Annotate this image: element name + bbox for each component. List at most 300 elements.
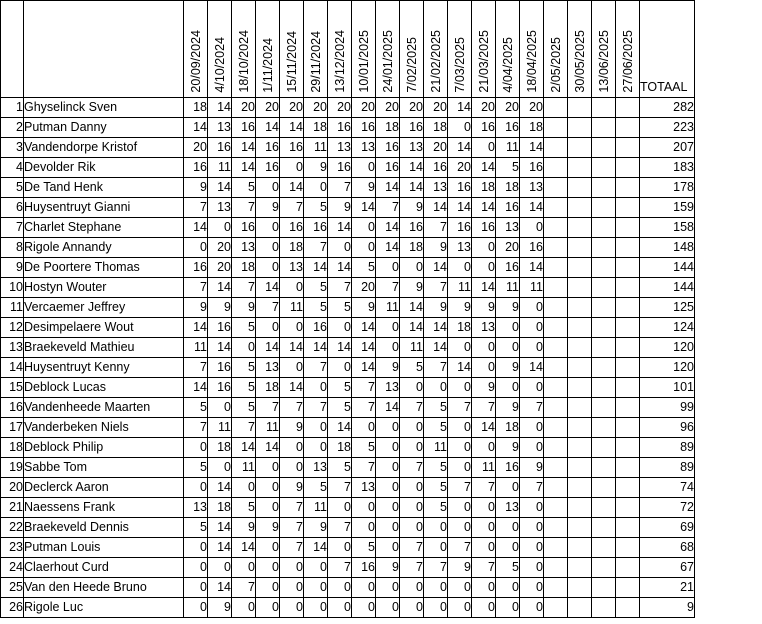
- score-cell[interactable]: [616, 218, 640, 238]
- score-cell[interactable]: 16: [352, 558, 376, 578]
- score-cell[interactable]: [568, 478, 592, 498]
- score-cell[interactable]: 0: [280, 158, 304, 178]
- score-cell[interactable]: 18: [400, 238, 424, 258]
- player-name-cell[interactable]: De Tand Henk: [24, 178, 184, 198]
- rank-cell[interactable]: 26: [1, 598, 24, 618]
- score-cell[interactable]: [616, 478, 640, 498]
- score-cell[interactable]: 0: [520, 538, 544, 558]
- score-cell[interactable]: 20: [304, 98, 328, 118]
- score-cell[interactable]: 0: [448, 118, 472, 138]
- score-cell[interactable]: 0: [232, 338, 256, 358]
- score-cell[interactable]: [592, 558, 616, 578]
- score-cell[interactable]: [592, 178, 616, 198]
- score-cell[interactable]: 0: [304, 418, 328, 438]
- score-cell[interactable]: 16: [208, 358, 232, 378]
- rank-cell[interactable]: 15: [1, 378, 24, 398]
- score-cell[interactable]: 14: [304, 538, 328, 558]
- score-cell[interactable]: 14: [208, 178, 232, 198]
- table-row[interactable]: [1, 518, 695, 538]
- score-cell[interactable]: 13: [328, 138, 352, 158]
- score-cell[interactable]: [592, 438, 616, 458]
- score-cell[interactable]: [592, 238, 616, 258]
- score-cell[interactable]: 5: [496, 558, 520, 578]
- player-name-cell[interactable]: De Poortere Thomas: [24, 258, 184, 278]
- score-cell[interactable]: [568, 538, 592, 558]
- score-cell[interactable]: 16: [472, 218, 496, 238]
- player-name-cell[interactable]: Deblock Philip: [24, 438, 184, 458]
- score-cell[interactable]: [544, 198, 568, 218]
- score-cell[interactable]: [616, 278, 640, 298]
- total-cell[interactable]: 282: [640, 98, 695, 118]
- score-cell[interactable]: 0: [448, 578, 472, 598]
- score-cell[interactable]: 7: [328, 178, 352, 198]
- total-cell[interactable]: 144: [640, 278, 695, 298]
- total-cell[interactable]: 74: [640, 478, 695, 498]
- rank-cell[interactable]: 13: [1, 338, 24, 358]
- score-cell[interactable]: 7: [328, 278, 352, 298]
- score-cell[interactable]: 14: [304, 338, 328, 358]
- rank-cell[interactable]: 17: [1, 418, 24, 438]
- score-cell[interactable]: 0: [208, 458, 232, 478]
- score-cell[interactable]: 16: [328, 158, 352, 178]
- score-cell[interactable]: 0: [520, 558, 544, 578]
- score-cell[interactable]: [544, 298, 568, 318]
- date-column-header[interactable]: [184, 1, 208, 98]
- score-cell[interactable]: 0: [520, 298, 544, 318]
- score-cell[interactable]: 0: [376, 518, 400, 538]
- score-cell[interactable]: 11: [256, 418, 280, 438]
- total-cell[interactable]: 9: [640, 598, 695, 618]
- table-row[interactable]: [1, 418, 695, 438]
- score-cell[interactable]: 11: [280, 298, 304, 318]
- score-cell[interactable]: [568, 198, 592, 218]
- player-name-cell[interactable]: Vandenheede Maarten: [24, 398, 184, 418]
- rank-cell[interactable]: 10: [1, 278, 24, 298]
- date-column-header[interactable]: [448, 1, 472, 98]
- score-cell[interactable]: 16: [232, 218, 256, 238]
- score-cell[interactable]: 14: [232, 138, 256, 158]
- score-cell[interactable]: [568, 598, 592, 618]
- player-name-cell[interactable]: Claerhout Curd: [24, 558, 184, 578]
- score-cell[interactable]: 0: [352, 218, 376, 238]
- score-cell[interactable]: 7: [280, 498, 304, 518]
- player-name-cell[interactable]: Vandendorpe Kristof: [24, 138, 184, 158]
- score-cell[interactable]: 14: [376, 238, 400, 258]
- score-cell[interactable]: 0: [376, 538, 400, 558]
- score-cell[interactable]: 0: [400, 578, 424, 598]
- score-cell[interactable]: [544, 498, 568, 518]
- score-cell[interactable]: [592, 498, 616, 518]
- score-cell[interactable]: 16: [352, 118, 376, 138]
- total-cell[interactable]: 89: [640, 458, 695, 478]
- score-cell[interactable]: [568, 518, 592, 538]
- score-cell[interactable]: 0: [256, 218, 280, 238]
- score-cell[interactable]: 14: [400, 298, 424, 318]
- score-cell[interactable]: 7: [232, 278, 256, 298]
- score-cell[interactable]: 14: [184, 118, 208, 138]
- score-cell[interactable]: 0: [376, 578, 400, 598]
- score-cell[interactable]: 7: [256, 398, 280, 418]
- score-cell[interactable]: 13: [400, 138, 424, 158]
- score-cell[interactable]: 0: [280, 438, 304, 458]
- score-cell[interactable]: 0: [256, 238, 280, 258]
- rank-cell[interactable]: 23: [1, 538, 24, 558]
- rank-cell[interactable]: 22: [1, 518, 24, 538]
- score-cell[interactable]: 0: [424, 378, 448, 398]
- score-cell[interactable]: 18: [232, 258, 256, 278]
- table-row[interactable]: [1, 538, 695, 558]
- score-cell[interactable]: 7: [352, 458, 376, 478]
- score-cell[interactable]: 16: [208, 138, 232, 158]
- score-cell[interactable]: 0: [520, 338, 544, 358]
- score-cell[interactable]: [568, 138, 592, 158]
- score-cell[interactable]: [616, 358, 640, 378]
- score-cell[interactable]: [616, 198, 640, 218]
- score-cell[interactable]: 13: [496, 498, 520, 518]
- date-column-header[interactable]: [208, 1, 232, 98]
- score-cell[interactable]: 5: [232, 398, 256, 418]
- score-cell[interactable]: [616, 558, 640, 578]
- score-cell[interactable]: 0: [376, 598, 400, 618]
- score-cell[interactable]: [544, 598, 568, 618]
- score-cell[interactable]: 0: [184, 538, 208, 558]
- score-cell[interactable]: [592, 338, 616, 358]
- score-cell[interactable]: 0: [400, 378, 424, 398]
- score-cell[interactable]: 16: [208, 378, 232, 398]
- score-cell[interactable]: 14: [472, 158, 496, 178]
- score-cell[interactable]: 18: [184, 98, 208, 118]
- score-cell[interactable]: 16: [496, 198, 520, 218]
- score-cell[interactable]: 9: [424, 298, 448, 318]
- player-name-cell[interactable]: Hostyn Wouter: [24, 278, 184, 298]
- score-cell[interactable]: 0: [328, 358, 352, 378]
- score-cell[interactable]: 0: [328, 238, 352, 258]
- score-cell[interactable]: 14: [472, 418, 496, 438]
- score-cell[interactable]: 7: [400, 538, 424, 558]
- score-cell[interactable]: 14: [208, 278, 232, 298]
- score-cell[interactable]: [592, 278, 616, 298]
- score-cell[interactable]: 16: [256, 158, 280, 178]
- table-row[interactable]: [1, 378, 695, 398]
- score-cell[interactable]: [592, 118, 616, 138]
- score-cell[interactable]: 0: [448, 438, 472, 458]
- score-cell[interactable]: 16: [424, 158, 448, 178]
- score-cell[interactable]: 13: [280, 258, 304, 278]
- score-cell[interactable]: 0: [400, 418, 424, 438]
- score-cell[interactable]: 16: [328, 118, 352, 138]
- score-cell[interactable]: 7: [400, 458, 424, 478]
- score-cell[interactable]: [592, 158, 616, 178]
- table-row[interactable]: [1, 398, 695, 418]
- score-cell[interactable]: 13: [352, 138, 376, 158]
- score-cell[interactable]: 9: [472, 298, 496, 318]
- player-name-cell[interactable]: Rigole Luc: [24, 598, 184, 618]
- score-cell[interactable]: 14: [448, 138, 472, 158]
- rank-cell[interactable]: 7: [1, 218, 24, 238]
- date-column-header[interactable]: [280, 1, 304, 98]
- score-cell[interactable]: [544, 178, 568, 198]
- score-cell[interactable]: 9: [328, 198, 352, 218]
- date-column-header[interactable]: [544, 1, 568, 98]
- date-column-header[interactable]: [616, 1, 640, 98]
- score-cell[interactable]: [544, 278, 568, 298]
- score-cell[interactable]: 7: [472, 398, 496, 418]
- score-cell[interactable]: [616, 158, 640, 178]
- score-cell[interactable]: 0: [424, 518, 448, 538]
- score-cell[interactable]: 0: [448, 418, 472, 438]
- date-column-header[interactable]: [328, 1, 352, 98]
- score-cell[interactable]: 5: [496, 158, 520, 178]
- score-cell[interactable]: 14: [208, 578, 232, 598]
- score-cell[interactable]: 0: [280, 578, 304, 598]
- score-cell[interactable]: [616, 238, 640, 258]
- table-row[interactable]: [1, 498, 695, 518]
- score-cell[interactable]: 0: [472, 258, 496, 278]
- score-cell[interactable]: 0: [208, 398, 232, 418]
- score-cell[interactable]: 14: [448, 198, 472, 218]
- score-cell[interactable]: 0: [400, 478, 424, 498]
- score-cell[interactable]: 0: [496, 538, 520, 558]
- score-cell[interactable]: 0: [256, 498, 280, 518]
- score-cell[interactable]: 0: [304, 378, 328, 398]
- total-cell[interactable]: 207: [640, 138, 695, 158]
- rank-cell[interactable]: 20: [1, 478, 24, 498]
- date-column-header[interactable]: [520, 1, 544, 98]
- rank-cell[interactable]: 18: [1, 438, 24, 458]
- date-column-header[interactable]: [352, 1, 376, 98]
- rank-cell[interactable]: 5: [1, 178, 24, 198]
- score-cell[interactable]: 20: [280, 98, 304, 118]
- score-cell[interactable]: 0: [280, 458, 304, 478]
- score-cell[interactable]: 9: [400, 198, 424, 218]
- score-cell[interactable]: 5: [328, 298, 352, 318]
- table-row[interactable]: [1, 178, 695, 198]
- table-row[interactable]: [1, 338, 695, 358]
- score-cell[interactable]: 11: [208, 418, 232, 438]
- player-name-cell[interactable]: Devolder Rik: [24, 158, 184, 178]
- score-cell[interactable]: 7: [328, 558, 352, 578]
- score-cell[interactable]: 18: [424, 118, 448, 138]
- table-row[interactable]: [1, 298, 695, 318]
- score-cell[interactable]: 16: [280, 218, 304, 238]
- total-cell[interactable]: 96: [640, 418, 695, 438]
- table-row[interactable]: [1, 258, 695, 278]
- score-cell[interactable]: 0: [352, 238, 376, 258]
- score-cell[interactable]: 9: [184, 178, 208, 198]
- score-cell[interactable]: 7: [328, 518, 352, 538]
- score-cell[interactable]: 7: [184, 198, 208, 218]
- score-cell[interactable]: 5: [232, 318, 256, 338]
- score-cell[interactable]: 14: [424, 338, 448, 358]
- player-name-cell[interactable]: Desimpelaere Wout: [24, 318, 184, 338]
- table-row[interactable]: [1, 578, 695, 598]
- score-cell[interactable]: [544, 98, 568, 118]
- score-cell[interactable]: [544, 578, 568, 598]
- score-cell[interactable]: 7: [280, 198, 304, 218]
- score-cell[interactable]: 13: [424, 178, 448, 198]
- score-cell[interactable]: 0: [472, 498, 496, 518]
- score-cell[interactable]: [568, 98, 592, 118]
- rank-cell[interactable]: 21: [1, 498, 24, 518]
- score-cell[interactable]: 11: [304, 498, 328, 518]
- score-cell[interactable]: [616, 398, 640, 418]
- date-column-header[interactable]: [496, 1, 520, 98]
- score-cell[interactable]: [544, 338, 568, 358]
- score-cell[interactable]: [568, 278, 592, 298]
- score-cell[interactable]: 7: [400, 398, 424, 418]
- score-cell[interactable]: 18: [256, 378, 280, 398]
- score-cell[interactable]: 14: [400, 318, 424, 338]
- score-cell[interactable]: 7: [184, 278, 208, 298]
- score-cell[interactable]: 5: [304, 298, 328, 318]
- score-cell[interactable]: [568, 438, 592, 458]
- score-cell[interactable]: 14: [280, 178, 304, 198]
- total-cell[interactable]: 124: [640, 318, 695, 338]
- score-cell[interactable]: 9: [520, 458, 544, 478]
- date-column-header[interactable]: [424, 1, 448, 98]
- table-row[interactable]: [1, 598, 695, 618]
- score-cell[interactable]: 0: [376, 338, 400, 358]
- score-cell[interactable]: 7: [400, 558, 424, 578]
- score-cell[interactable]: [616, 318, 640, 338]
- score-cell[interactable]: [544, 138, 568, 158]
- date-column-header[interactable]: [568, 1, 592, 98]
- score-cell[interactable]: 7: [280, 398, 304, 418]
- score-cell[interactable]: 18: [520, 118, 544, 138]
- score-cell[interactable]: [616, 138, 640, 158]
- rank-cell[interactable]: 3: [1, 138, 24, 158]
- score-cell[interactable]: [568, 458, 592, 478]
- score-cell[interactable]: 14: [328, 418, 352, 438]
- score-cell[interactable]: 9: [424, 238, 448, 258]
- score-cell[interactable]: 0: [256, 258, 280, 278]
- score-cell[interactable]: [544, 158, 568, 178]
- total-cell[interactable]: 72: [640, 498, 695, 518]
- score-cell[interactable]: 20: [352, 278, 376, 298]
- score-cell[interactable]: 14: [352, 198, 376, 218]
- score-cell[interactable]: 14: [352, 358, 376, 378]
- score-cell[interactable]: 7: [424, 218, 448, 238]
- table-row[interactable]: [1, 218, 695, 238]
- score-cell[interactable]: 11: [304, 138, 328, 158]
- score-cell[interactable]: [592, 318, 616, 338]
- score-cell[interactable]: 0: [232, 478, 256, 498]
- score-cell[interactable]: 20: [400, 98, 424, 118]
- score-cell[interactable]: 16: [232, 118, 256, 138]
- score-cell[interactable]: 16: [520, 238, 544, 258]
- score-cell[interactable]: 9: [352, 298, 376, 318]
- total-cell[interactable]: 120: [640, 358, 695, 378]
- score-cell[interactable]: [616, 498, 640, 518]
- score-cell[interactable]: 5: [304, 198, 328, 218]
- player-name-cell[interactable]: Charlet Stephane: [24, 218, 184, 238]
- score-cell[interactable]: 0: [256, 578, 280, 598]
- score-cell[interactable]: 0: [328, 538, 352, 558]
- score-cell[interactable]: 11: [400, 338, 424, 358]
- score-cell[interactable]: [568, 378, 592, 398]
- score-cell[interactable]: 0: [304, 558, 328, 578]
- score-cell[interactable]: 0: [184, 598, 208, 618]
- score-cell[interactable]: [568, 298, 592, 318]
- score-cell[interactable]: 0: [376, 418, 400, 438]
- score-cell[interactable]: 0: [448, 498, 472, 518]
- score-cell[interactable]: 11: [424, 438, 448, 458]
- score-cell[interactable]: 0: [400, 498, 424, 518]
- score-cell[interactable]: 14: [424, 258, 448, 278]
- score-cell[interactable]: 20: [232, 98, 256, 118]
- score-cell[interactable]: 5: [328, 378, 352, 398]
- score-cell[interactable]: 14: [520, 358, 544, 378]
- score-cell[interactable]: [544, 238, 568, 258]
- score-cell[interactable]: 14: [232, 438, 256, 458]
- score-cell[interactable]: 0: [304, 438, 328, 458]
- score-cell[interactable]: 20: [328, 98, 352, 118]
- score-cell[interactable]: 0: [400, 438, 424, 458]
- score-cell[interactable]: 13: [520, 178, 544, 198]
- score-cell[interactable]: 0: [352, 578, 376, 598]
- score-cell[interactable]: 0: [496, 598, 520, 618]
- score-cell[interactable]: 0: [448, 598, 472, 618]
- player-name-cell[interactable]: Declerck Aaron: [24, 478, 184, 498]
- score-cell[interactable]: 0: [520, 218, 544, 238]
- score-cell[interactable]: 16: [496, 458, 520, 478]
- score-cell[interactable]: 0: [376, 498, 400, 518]
- score-cell[interactable]: 14: [400, 158, 424, 178]
- total-cell[interactable]: 144: [640, 258, 695, 278]
- score-cell[interactable]: 20: [184, 138, 208, 158]
- table-row[interactable]: [1, 458, 695, 478]
- score-cell[interactable]: [544, 478, 568, 498]
- score-cell[interactable]: 18: [448, 318, 472, 338]
- score-cell[interactable]: 9: [352, 178, 376, 198]
- score-cell[interactable]: [592, 478, 616, 498]
- player-name-cell[interactable]: Braekeveld Mathieu: [24, 338, 184, 358]
- score-cell[interactable]: [544, 438, 568, 458]
- score-cell[interactable]: 20: [424, 138, 448, 158]
- score-cell[interactable]: 0: [448, 458, 472, 478]
- score-cell[interactable]: 14: [520, 198, 544, 218]
- score-cell[interactable]: [592, 598, 616, 618]
- score-cell[interactable]: 7: [424, 558, 448, 578]
- score-cell[interactable]: 9: [304, 158, 328, 178]
- score-cell[interactable]: 20: [376, 98, 400, 118]
- score-cell[interactable]: 7: [520, 398, 544, 418]
- score-cell[interactable]: 14: [208, 98, 232, 118]
- score-cell[interactable]: 0: [472, 438, 496, 458]
- score-cell[interactable]: 0: [376, 318, 400, 338]
- score-cell[interactable]: 9: [208, 298, 232, 318]
- table-row[interactable]: [1, 158, 695, 178]
- score-cell[interactable]: 20: [496, 238, 520, 258]
- score-cell[interactable]: 0: [352, 498, 376, 518]
- score-cell[interactable]: [568, 398, 592, 418]
- rank-cell[interactable]: 8: [1, 238, 24, 258]
- score-cell[interactable]: 14: [184, 318, 208, 338]
- score-cell[interactable]: [544, 558, 568, 578]
- score-cell[interactable]: 0: [472, 358, 496, 378]
- player-name-cell[interactable]: Putman Louis: [24, 538, 184, 558]
- score-cell[interactable]: 0: [184, 438, 208, 458]
- score-cell[interactable]: 0: [472, 538, 496, 558]
- table-row[interactable]: [1, 558, 695, 578]
- table-row[interactable]: [1, 238, 695, 258]
- score-cell[interactable]: [568, 158, 592, 178]
- player-name-cell[interactable]: Van den Heede Bruno: [24, 578, 184, 598]
- score-cell[interactable]: 7: [376, 198, 400, 218]
- score-cell[interactable]: 0: [328, 498, 352, 518]
- score-cell[interactable]: 0: [496, 518, 520, 538]
- score-cell[interactable]: 0: [496, 478, 520, 498]
